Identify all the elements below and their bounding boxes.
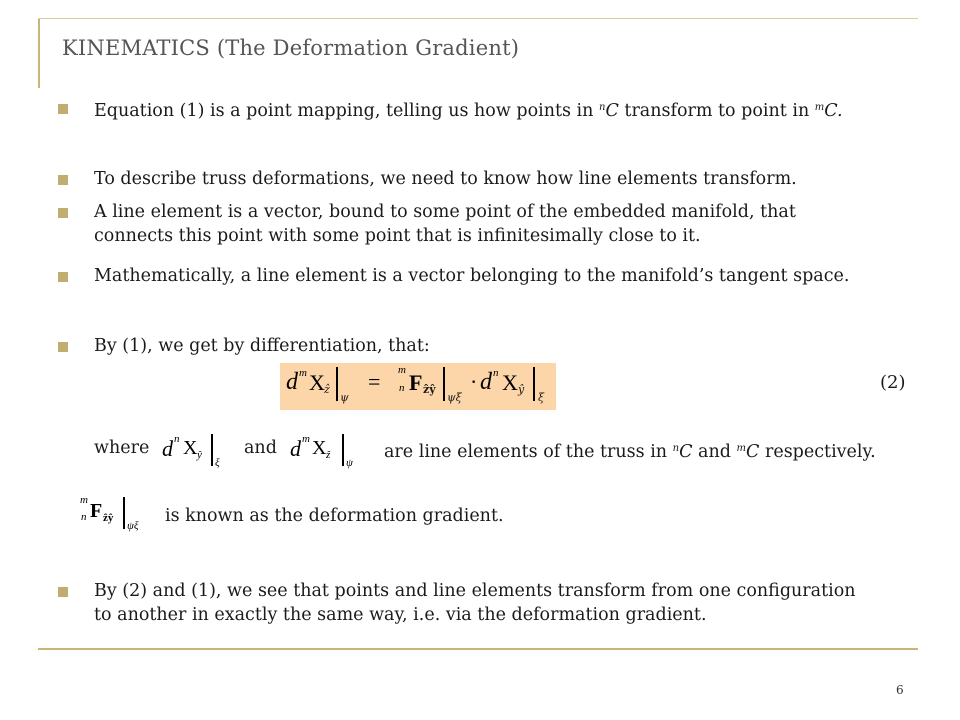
inline-dnX-y: [162, 430, 242, 474]
bullet-6-line1: By (2) and (1), we see that points and line elements transform from one configuration: [94, 581, 856, 601]
where-label: where: [94, 438, 150, 458]
inline3-pre: n: [81, 511, 87, 523]
bullet-marker: [58, 587, 68, 597]
inline3-sub: ẑŷ: [103, 512, 114, 524]
frame-top-rule: [38, 18, 918, 19]
eq-lhs-sub: ẑ: [324, 383, 330, 396]
bullet-text-6: [94, 579, 856, 627]
eq-rhs-sub: ŷ: [518, 383, 525, 396]
bullet-marker: [58, 175, 68, 185]
eq-rhs-eval: ξ: [538, 391, 545, 404]
inline2-bar: [342, 434, 344, 466]
bullet-3-line1: A line element is a vector, bound to some point of the embedded manifold, that: [94, 202, 796, 222]
bullet-text-5: By (1), we get by differentiation, that:: [94, 336, 430, 356]
eq-lhs-sup: m: [299, 367, 307, 379]
eq-rhs-sup: n: [493, 367, 499, 379]
bullet-marker: [58, 342, 68, 352]
and-label: and: [244, 438, 277, 458]
eq-F-sup: m: [398, 364, 406, 376]
inline3-eval: ψξ: [127, 520, 139, 532]
equation-2-box: [280, 363, 556, 410]
eq-eval-bar-2: [443, 367, 445, 401]
frame-bottom-rule: [38, 648, 918, 650]
bullet-1-c1: C: [605, 101, 619, 121]
bullet-1-sup2: m: [814, 102, 825, 113]
line-elements-text: [384, 437, 876, 464]
eq-equals: =: [368, 369, 381, 394]
bullet-text-1: [94, 96, 843, 123]
bullet-marker: [58, 272, 68, 282]
eq-eval-bar-1: [336, 367, 338, 401]
eq-rhs-d: d: [480, 369, 492, 395]
where-post: are line elements of the truss in: [384, 442, 673, 462]
inline-F-symbol: [80, 494, 164, 538]
where-sup2: m: [736, 443, 747, 454]
eq-F-pre: n: [399, 382, 405, 394]
inline2-sup: m: [302, 433, 310, 445]
inline2-eval: ψ: [346, 457, 353, 469]
bullet-text-2: To describe truss deformations, we need to know how line elements transform.: [94, 169, 797, 189]
bullet-1-sup1: n: [599, 102, 606, 113]
eq-F-eval: ψξ: [447, 391, 462, 404]
bullet-3-line2: connects this point with some point that is infinitesimally close to it.: [94, 226, 701, 246]
eq-eval-bar-3: [533, 367, 535, 401]
where-mid: and: [692, 442, 737, 462]
bullet-marker: [58, 208, 68, 218]
where-end: respectively.: [759, 442, 876, 462]
equation-number: (2): [880, 372, 906, 393]
inline1-d: d: [162, 436, 173, 461]
frame-vertical-rule: [38, 18, 40, 88]
slide-title: KINEMATICS (The Deformation Gradient): [62, 36, 520, 60]
eq-lhs-eval: ψ: [340, 391, 349, 404]
inline1-sub: ŷ: [197, 449, 202, 461]
inline2-sub: ẑ: [326, 449, 331, 461]
eq-lhs-d: d: [286, 369, 298, 395]
where-sup1: n: [672, 443, 680, 454]
gradient-definition-text: is known as the deformation gradient.: [165, 506, 504, 526]
page-number: 6: [896, 683, 904, 697]
bullet-1-c2: C.: [824, 101, 843, 121]
bullet-text-4: Mathematically, a line element is a vector belonging to the manifold’s tangent space.: [94, 266, 850, 286]
inline-dmX-z: [290, 430, 380, 474]
inline3-F: F: [90, 500, 103, 522]
inline3-sup: m: [80, 494, 88, 506]
inline2-X: X: [312, 437, 327, 459]
bullet-1-pre: Equation (1) is a point mapping, telling us how points in: [94, 101, 599, 121]
eq-F-sub: ẑŷ: [423, 383, 436, 396]
bullet-6-line2: to another in exactly the same way, i.e. via the deformation gradient.: [94, 605, 707, 625]
inline1-eval: ξ: [215, 457, 220, 469]
inline3-bar: [123, 497, 125, 529]
inline1-X: X: [183, 437, 198, 459]
eq-dot: ·: [470, 369, 478, 394]
inline2-d: d: [290, 436, 301, 461]
inline1-sup: n: [174, 433, 180, 445]
bullet-marker: [58, 104, 68, 114]
eq-lhs-X: X: [309, 370, 325, 395]
where-c1: C: [679, 442, 693, 462]
inline1-bar: [211, 434, 213, 466]
bullet-text-3: [94, 200, 796, 248]
bullet-1-mid: transform to point in: [618, 101, 815, 121]
eq-F: F: [409, 370, 423, 395]
eq-rhs-X: X: [502, 370, 518, 395]
where-c2: C: [746, 442, 760, 462]
